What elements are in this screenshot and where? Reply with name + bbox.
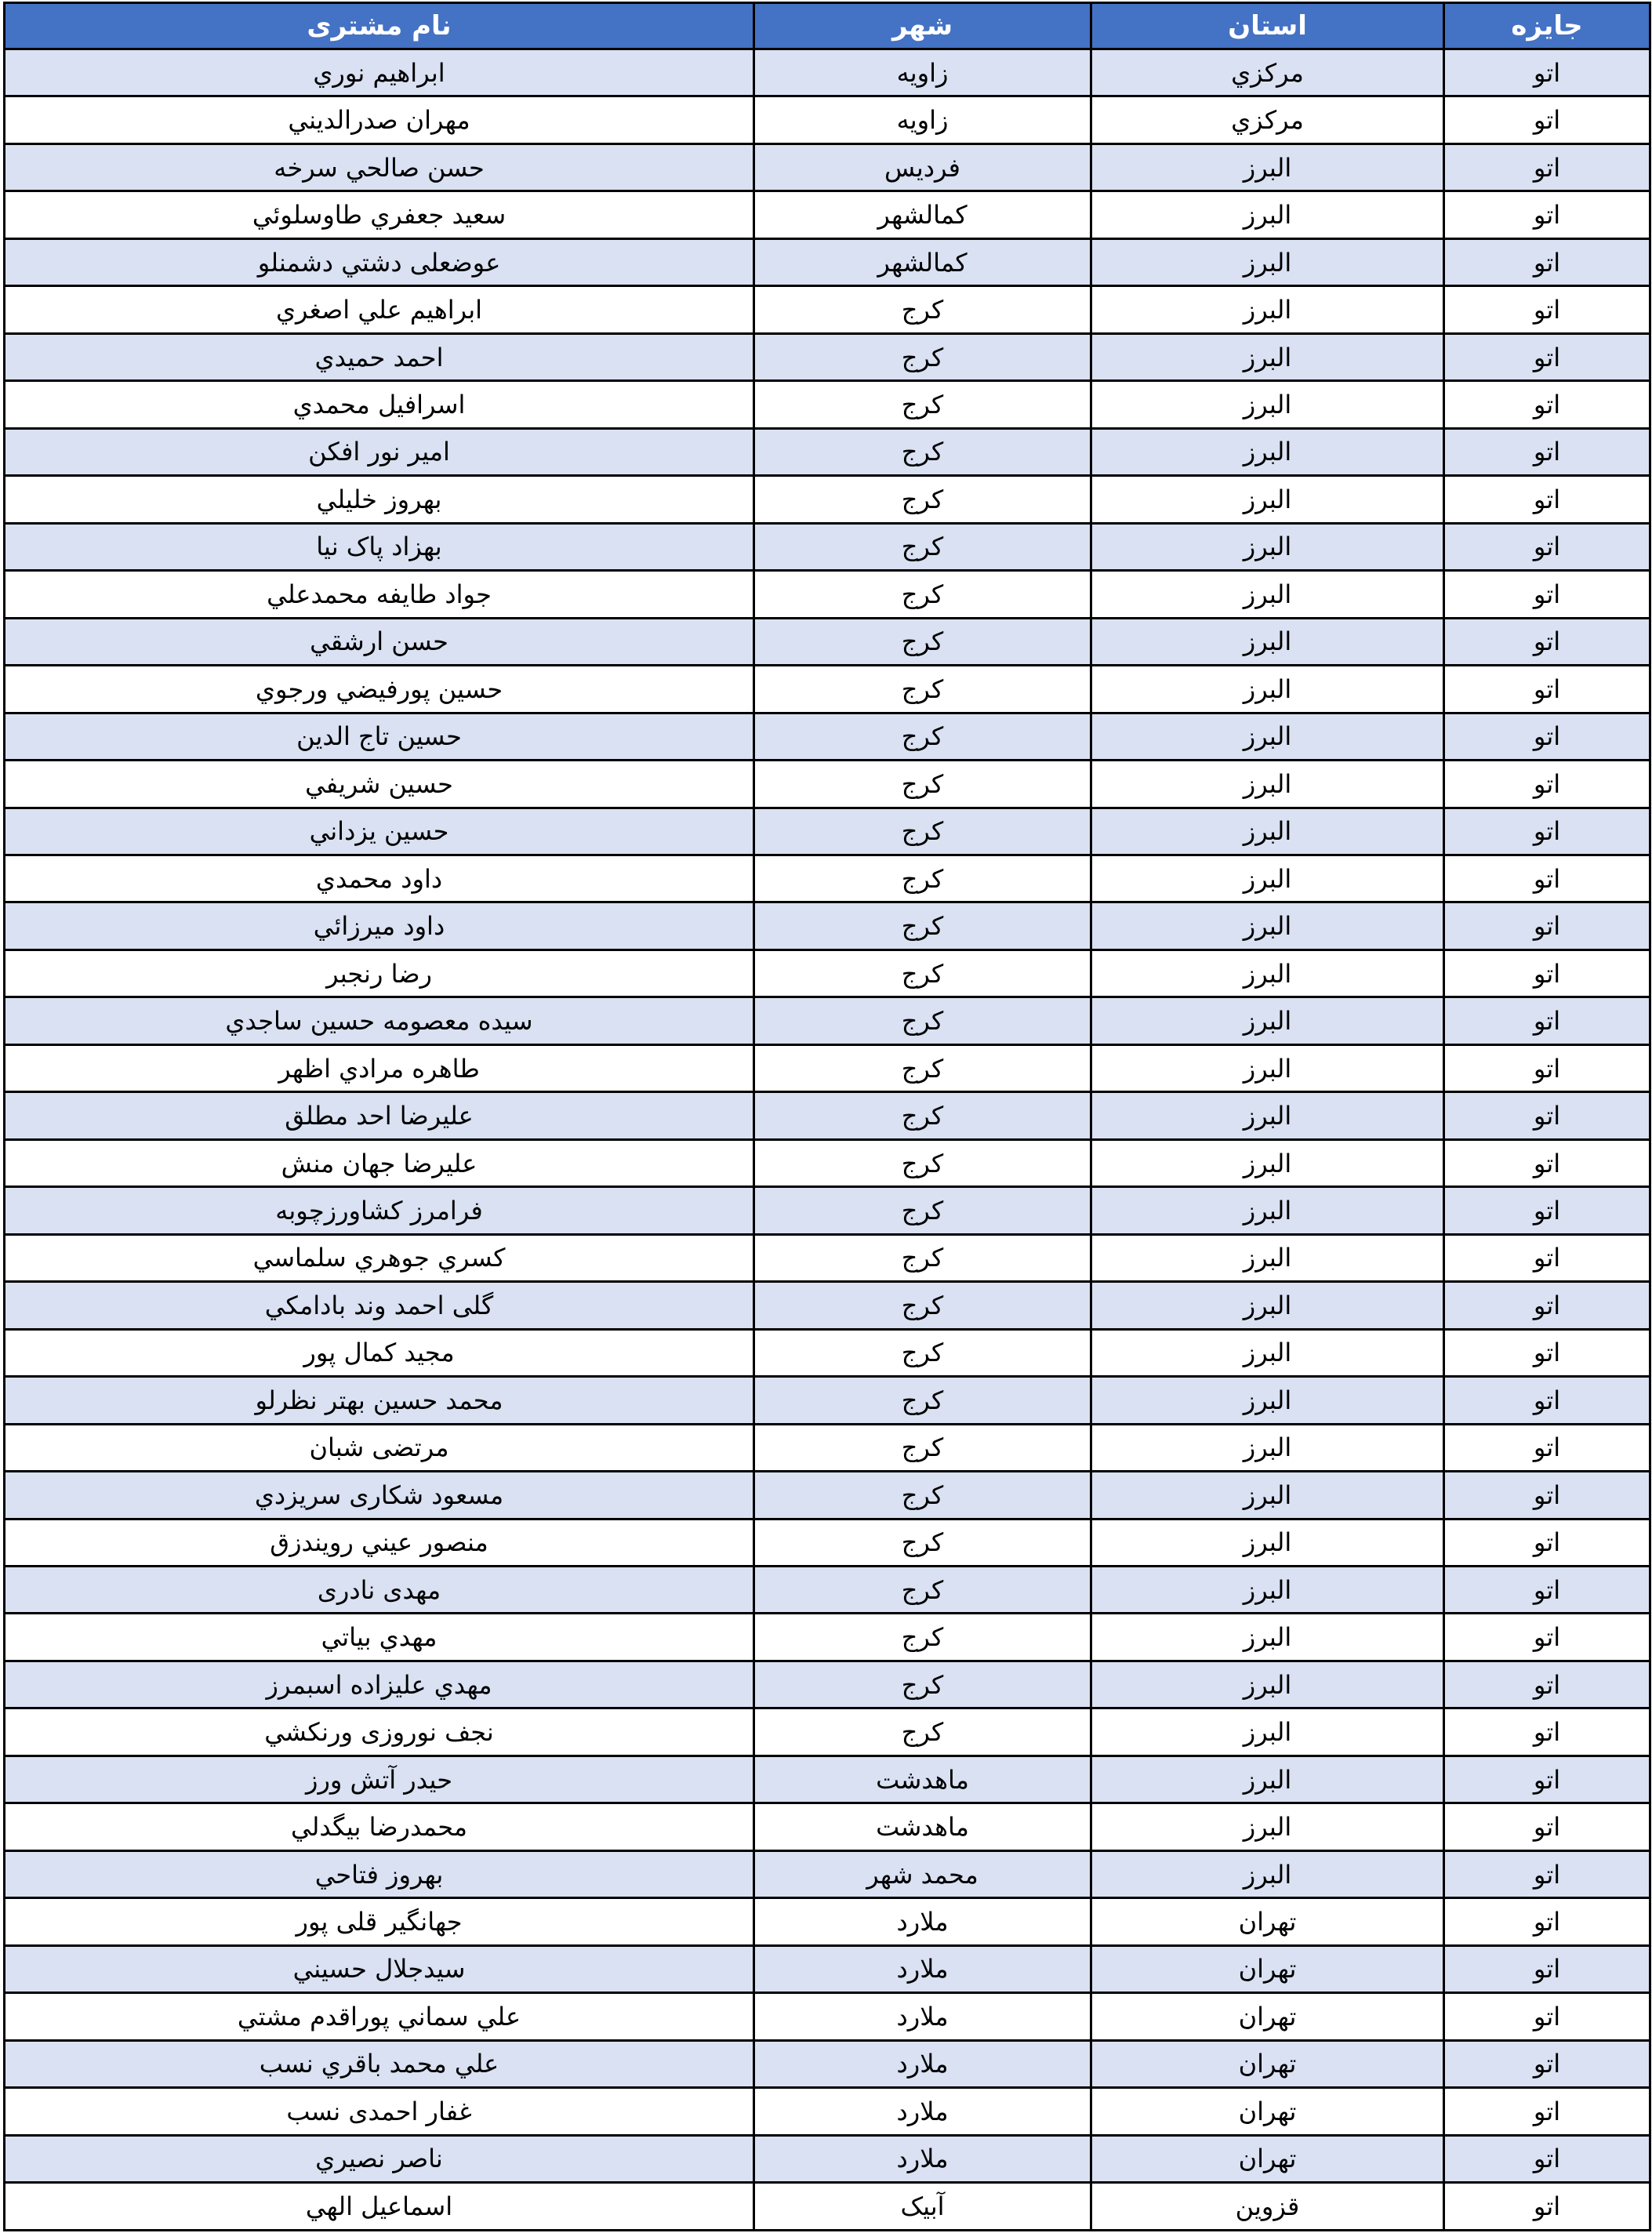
- prize-cell[interactable]: اتو: [1444, 1898, 1650, 1945]
- prize-cell[interactable]: اتو: [1444, 949, 1650, 997]
- customer-name-cell[interactable]: مهران صدرالديني: [5, 96, 754, 143]
- customer-name-cell[interactable]: حسين يزداني: [5, 808, 754, 855]
- customer-name-cell[interactable]: داود محمدي: [5, 855, 754, 902]
- province-cell[interactable]: البرز: [1091, 949, 1444, 997]
- prize-cell[interactable]: اتو: [1444, 666, 1650, 713]
- city-cell[interactable]: ملارد: [754, 1945, 1091, 1992]
- customer-name-cell[interactable]: بهروز فتاحي: [5, 1850, 754, 1897]
- prize-cell[interactable]: اتو: [1444, 1850, 1650, 1897]
- table-row: [5, 1756, 1650, 1803]
- city-cell[interactable]: کرج: [754, 286, 1091, 333]
- province-cell[interactable]: البرز: [1091, 713, 1444, 760]
- city-cell[interactable]: ملارد: [754, 1898, 1091, 1945]
- table-row: [5, 428, 1650, 475]
- customer-name-cell[interactable]: طاهره مرادي اظهر: [5, 1044, 754, 1091]
- province-cell[interactable]: البرز: [1091, 902, 1444, 949]
- city-cell[interactable]: ملارد: [754, 1993, 1091, 2040]
- table-row: [5, 666, 1650, 713]
- customer-name-cell[interactable]: فرامرز کشاورزچوبه: [5, 1187, 754, 1234]
- city-cell[interactable]: کرج: [754, 761, 1091, 808]
- province-cell[interactable]: البرز: [1091, 666, 1444, 713]
- table-row: [5, 2135, 1650, 2182]
- city-cell[interactable]: ملارد: [754, 2040, 1091, 2087]
- city-cell[interactable]: کرج: [754, 1661, 1091, 1708]
- city-cell[interactable]: کرج: [754, 381, 1091, 428]
- prize-cell[interactable]: اتو: [1444, 143, 1650, 191]
- table-row: [5, 1898, 1650, 1945]
- province-cell[interactable]: البرز: [1091, 143, 1444, 191]
- prize-cell[interactable]: اتو: [1444, 1945, 1650, 1992]
- customer-name-cell[interactable]: منصور عيني رويندزق: [5, 1519, 754, 1566]
- province-cell[interactable]: البرز: [1091, 476, 1444, 523]
- customer-name-cell[interactable]: حسين شريفي: [5, 761, 754, 808]
- city-cell[interactable]: کرج: [754, 666, 1091, 713]
- table-row: [5, 855, 1650, 902]
- customer-name-cell[interactable]: ابراهيم نوري: [5, 49, 754, 96]
- customer-name-cell[interactable]: علي محمد باقري نسب: [5, 2040, 754, 2087]
- city-cell[interactable]: کرج: [754, 333, 1091, 380]
- province-cell[interactable]: البرز: [1091, 428, 1444, 475]
- province-cell[interactable]: تهران: [1091, 1993, 1444, 2040]
- province-cell[interactable]: مرکزي: [1091, 49, 1444, 96]
- customer-name-cell[interactable]: علي سماني پوراقدم مشتي: [5, 1993, 754, 2040]
- province-cell[interactable]: البرز: [1091, 1282, 1444, 1329]
- city-cell[interactable]: کرج: [754, 523, 1091, 570]
- table-row: [5, 1377, 1650, 1424]
- prize-cell[interactable]: اتو: [1444, 428, 1650, 475]
- customer-name-cell[interactable]: گلی احمد وند بادامکي: [5, 1282, 754, 1329]
- prize-cell[interactable]: اتو: [1444, 523, 1650, 570]
- province-cell[interactable]: البرز: [1091, 1044, 1444, 1091]
- prize-cell[interactable]: اتو: [1444, 1708, 1650, 1756]
- province-cell[interactable]: تهران: [1091, 1898, 1444, 1945]
- city-cell[interactable]: کمالشهر: [754, 191, 1091, 238]
- prize-cell[interactable]: اتو: [1444, 1329, 1650, 1376]
- table-row: [5, 1234, 1650, 1281]
- table-row: [5, 191, 1650, 238]
- table-row: [5, 1424, 1650, 1471]
- city-cell[interactable]: کرج: [754, 1044, 1091, 1091]
- customer-name-cell[interactable]: ناصر نصيري: [5, 2135, 754, 2182]
- province-cell[interactable]: البرز: [1091, 618, 1444, 665]
- customer-name-cell[interactable]: مجيد کمال پور: [5, 1329, 754, 1376]
- prize-cell[interactable]: اتو: [1444, 713, 1650, 760]
- province-cell[interactable]: البرز: [1091, 1139, 1444, 1186]
- prize-cell[interactable]: اتو: [1444, 96, 1650, 143]
- table-row: [5, 808, 1650, 855]
- table-row: [5, 1567, 1650, 1614]
- table-row: [5, 238, 1650, 285]
- customer-name-cell[interactable]: مسعود شکاری سریزدي: [5, 1472, 754, 1519]
- province-cell[interactable]: البرز: [1091, 381, 1444, 428]
- customer-name-cell[interactable]: مهدي عليزاده اسبمرز: [5, 1661, 754, 1708]
- customer-name-cell[interactable]: مهدی نادری: [5, 1567, 754, 1614]
- province-cell[interactable]: البرز: [1091, 1092, 1444, 1139]
- customer-name-cell[interactable]: عليرضا احد مطلق: [5, 1092, 754, 1139]
- customer-name-cell[interactable]: امير نور افکن: [5, 428, 754, 475]
- province-cell[interactable]: البرز: [1091, 1708, 1444, 1756]
- province-cell[interactable]: البرز: [1091, 1803, 1444, 1850]
- city-cell[interactable]: ماهدشت: [754, 1803, 1091, 1850]
- table-row: [5, 1993, 1650, 2040]
- customer-name-cell[interactable]: عوضعلی دشتي دشمنلو: [5, 238, 754, 285]
- prize-cell[interactable]: اتو: [1444, 1187, 1650, 1234]
- province-cell[interactable]: تهران: [1091, 2040, 1444, 2087]
- city-cell[interactable]: کرج: [754, 1329, 1091, 1376]
- prize-cell[interactable]: اتو: [1444, 1424, 1650, 1471]
- customer-name-cell[interactable]: محمد حسين بهتر نظرلو: [5, 1377, 754, 1424]
- customer-name-cell[interactable]: سيده معصومه حسين ساجدي: [5, 997, 754, 1044]
- province-cell[interactable]: البرز: [1091, 1850, 1444, 1897]
- table-row: [5, 381, 1650, 428]
- city-cell[interactable]: ملارد: [754, 2135, 1091, 2182]
- province-cell[interactable]: البرز: [1091, 808, 1444, 855]
- prize-cell[interactable]: اتو: [1444, 2040, 1650, 2087]
- province-cell[interactable]: تهران: [1091, 2088, 1444, 2135]
- prize-cell[interactable]: اتو: [1444, 2088, 1650, 2135]
- customer-name-cell[interactable]: داود ميرزائي: [5, 902, 754, 949]
- prize-cell[interactable]: اتو: [1444, 381, 1650, 428]
- table-row: [5, 618, 1650, 665]
- prize-cell[interactable]: اتو: [1444, 2183, 1650, 2231]
- city-cell[interactable]: زاويه: [754, 49, 1091, 96]
- table-row: [5, 997, 1650, 1044]
- header-prize[interactable]: جایزه: [1444, 3, 1650, 49]
- customer-name-cell[interactable]: حسين پورفيضي ورجوي: [5, 666, 754, 713]
- customer-name-cell[interactable]: مهدي بياتي: [5, 1614, 754, 1661]
- prize-cell[interactable]: اتو: [1444, 997, 1650, 1044]
- province-cell[interactable]: مرکزي: [1091, 96, 1444, 143]
- table-row: [5, 761, 1650, 808]
- province-cell[interactable]: البرز: [1091, 191, 1444, 238]
- province-cell[interactable]: البرز: [1091, 523, 1444, 570]
- city-cell[interactable]: کرج: [754, 1614, 1091, 1661]
- city-cell[interactable]: آبيک: [754, 2183, 1091, 2231]
- city-cell[interactable]: کرج: [754, 1187, 1091, 1234]
- table-body: [5, 49, 1650, 2231]
- city-cell[interactable]: کرج: [754, 476, 1091, 523]
- customer-name-cell[interactable]: احمد حميدي: [5, 333, 754, 380]
- prize-cell[interactable]: اتو: [1444, 1614, 1650, 1661]
- city-cell[interactable]: کرج: [754, 618, 1091, 665]
- city-cell[interactable]: کرج: [754, 571, 1091, 618]
- table-row: [5, 333, 1650, 380]
- customer-name-cell[interactable]: اسماعيل الهي: [5, 2183, 754, 2231]
- city-cell[interactable]: کرج: [754, 428, 1091, 475]
- prize-cell[interactable]: اتو: [1444, 1803, 1650, 1850]
- province-cell[interactable]: البرز: [1091, 1661, 1444, 1708]
- city-cell[interactable]: کرج: [754, 1139, 1091, 1186]
- table-row: [5, 476, 1650, 523]
- prize-cell[interactable]: اتو: [1444, 1756, 1650, 1803]
- city-cell[interactable]: کرج: [754, 1708, 1091, 1756]
- prize-cell[interactable]: اتو: [1444, 571, 1650, 618]
- table-row: [5, 2183, 1650, 2231]
- city-cell[interactable]: کرج: [754, 855, 1091, 902]
- province-cell[interactable]: البرز: [1091, 1756, 1444, 1803]
- customer-name-cell[interactable]: حسين تاج الدين: [5, 713, 754, 760]
- customer-name-cell[interactable]: عليرضا جهان منش: [5, 1139, 754, 1186]
- city-cell[interactable]: زاويه: [754, 96, 1091, 143]
- table-row: [5, 902, 1650, 949]
- customer-name-cell[interactable]: رضا رنجبر: [5, 949, 754, 997]
- city-cell[interactable]: کرج: [754, 713, 1091, 760]
- table-row: [5, 1472, 1650, 1519]
- table-row: [5, 713, 1650, 760]
- city-cell[interactable]: کرج: [754, 808, 1091, 855]
- city-cell[interactable]: کرج: [754, 1472, 1091, 1519]
- table-row: [5, 523, 1650, 570]
- prize-cell[interactable]: اتو: [1444, 1661, 1650, 1708]
- header-customer-name[interactable]: نام مشتری: [5, 3, 754, 49]
- city-cell[interactable]: کرج: [754, 1519, 1091, 1566]
- prize-cell[interactable]: اتو: [1444, 1282, 1650, 1329]
- prize-cell[interactable]: اتو: [1444, 1234, 1650, 1281]
- customer-name-cell[interactable]: محمدرضا بيگدلي: [5, 1803, 754, 1850]
- province-cell[interactable]: تهران: [1091, 1945, 1444, 1992]
- header-city[interactable]: شهر: [754, 3, 1091, 49]
- table-row: [5, 1329, 1650, 1376]
- table-row: [5, 1614, 1650, 1661]
- prize-cell[interactable]: اتو: [1444, 49, 1650, 96]
- province-cell[interactable]: البرز: [1091, 1234, 1444, 1281]
- prize-cell[interactable]: اتو: [1444, 1092, 1650, 1139]
- province-cell[interactable]: البرز: [1091, 333, 1444, 380]
- prize-cell[interactable]: اتو: [1444, 1139, 1650, 1186]
- province-cell[interactable]: البرز: [1091, 1614, 1444, 1661]
- prize-cell[interactable]: اتو: [1444, 2135, 1650, 2182]
- table-row: [5, 1519, 1650, 1566]
- table-row: [5, 1850, 1650, 1897]
- customer-name-cell[interactable]: غفار احمدی نسب: [5, 2088, 754, 2135]
- table-row: [5, 49, 1650, 96]
- province-cell[interactable]: البرز: [1091, 855, 1444, 902]
- table-row: [5, 286, 1650, 333]
- city-cell[interactable]: کرج: [754, 949, 1091, 997]
- city-cell[interactable]: ملارد: [754, 2088, 1091, 2135]
- prize-cell[interactable]: اتو: [1444, 1567, 1650, 1614]
- table-row: [5, 1282, 1650, 1329]
- customer-name-cell[interactable]: بهروز خليلي: [5, 476, 754, 523]
- table-row: [5, 1139, 1650, 1186]
- province-cell[interactable]: البرز: [1091, 1424, 1444, 1471]
- province-cell[interactable]: البرز: [1091, 238, 1444, 285]
- prize-cell[interactable]: اتو: [1444, 1044, 1650, 1091]
- table-row: [5, 143, 1650, 191]
- table-row: [5, 949, 1650, 997]
- prize-cell[interactable]: اتو: [1444, 761, 1650, 808]
- city-cell[interactable]: کرج: [754, 1377, 1091, 1424]
- province-cell[interactable]: البرز: [1091, 1567, 1444, 1614]
- customer-name-cell[interactable]: بهزاد پاک نيا: [5, 523, 754, 570]
- prize-cell[interactable]: اتو: [1444, 808, 1650, 855]
- table-row: [5, 1092, 1650, 1139]
- province-cell[interactable]: البرز: [1091, 1519, 1444, 1566]
- table-row: [5, 1044, 1650, 1091]
- city-cell[interactable]: فرديس: [754, 143, 1091, 191]
- customer-name-cell[interactable]: اسرافيل محمدي: [5, 381, 754, 428]
- prize-cell[interactable]: اتو: [1444, 191, 1650, 238]
- province-cell[interactable]: البرز: [1091, 1187, 1444, 1234]
- customer-name-cell[interactable]: جهانگير قلی پور: [5, 1898, 754, 1945]
- customer-name-cell[interactable]: سعيد جعفري طاوسلوئي: [5, 191, 754, 238]
- city-cell[interactable]: کرج: [754, 1234, 1091, 1281]
- customer-name-cell[interactable]: سيدجلال حسيني: [5, 1945, 754, 1992]
- city-cell[interactable]: ماهدشت: [754, 1756, 1091, 1803]
- table-row: [5, 1187, 1650, 1234]
- table-row: [5, 1945, 1650, 1992]
- prize-cell[interactable]: اتو: [1444, 1472, 1650, 1519]
- province-cell[interactable]: البرز: [1091, 761, 1444, 808]
- customer-name-cell[interactable]: حسن ارشقي: [5, 618, 754, 665]
- customer-name-cell[interactable]: حيدر آتش ورز: [5, 1756, 754, 1803]
- city-cell[interactable]: کرج: [754, 997, 1091, 1044]
- customer-name-cell[interactable]: نجف نوروزی ورنکشي: [5, 1708, 754, 1756]
- table-row: [5, 2040, 1650, 2087]
- city-cell[interactable]: کرج: [754, 1092, 1091, 1139]
- province-cell[interactable]: البرز: [1091, 286, 1444, 333]
- prize-cell[interactable]: اتو: [1444, 286, 1650, 333]
- prize-cell[interactable]: اتو: [1444, 1377, 1650, 1424]
- table-row: [5, 2088, 1650, 2135]
- customer-prize-table: [3, 2, 1651, 2231]
- province-cell[interactable]: قزوين: [1091, 2183, 1444, 2231]
- table-row: [5, 96, 1650, 143]
- province-cell[interactable]: البرز: [1091, 571, 1444, 618]
- table-row: [5, 1661, 1650, 1708]
- table-row: [5, 1803, 1650, 1850]
- province-cell[interactable]: البرز: [1091, 1377, 1444, 1424]
- table-row: [5, 571, 1650, 618]
- customer-name-cell[interactable]: ابراهيم علي اصغري: [5, 286, 754, 333]
- customer-name-cell[interactable]: حسن صالحي سرخه: [5, 143, 754, 191]
- header-province[interactable]: استان: [1091, 3, 1444, 49]
- customer-name-cell[interactable]: جواد طايفه محمدعلي: [5, 571, 754, 618]
- table-header: [5, 3, 1650, 49]
- table-row: [5, 1708, 1650, 1756]
- city-cell[interactable]: کرج: [754, 1567, 1091, 1614]
- prize-cell[interactable]: اتو: [1444, 333, 1650, 380]
- customer-name-cell[interactable]: مرتضی شبان: [5, 1424, 754, 1471]
- prize-cell[interactable]: اتو: [1444, 618, 1650, 665]
- province-cell[interactable]: البرز: [1091, 1472, 1444, 1519]
- prize-cell[interactable]: اتو: [1444, 1519, 1650, 1566]
- prize-cell[interactable]: اتو: [1444, 238, 1650, 285]
- prize-cell[interactable]: اتو: [1444, 902, 1650, 949]
- prize-cell[interactable]: اتو: [1444, 855, 1650, 902]
- province-cell[interactable]: تهران: [1091, 2135, 1444, 2182]
- city-cell[interactable]: کمالشهر: [754, 238, 1091, 285]
- province-cell[interactable]: البرز: [1091, 997, 1444, 1044]
- city-cell[interactable]: کرج: [754, 1424, 1091, 1471]
- prize-cell[interactable]: اتو: [1444, 1993, 1650, 2040]
- prize-cell[interactable]: اتو: [1444, 476, 1650, 523]
- header-row: [5, 3, 1650, 49]
- province-cell[interactable]: البرز: [1091, 1329, 1444, 1376]
- city-cell[interactable]: کرج: [754, 1282, 1091, 1329]
- city-cell[interactable]: محمد شهر: [754, 1850, 1091, 1897]
- city-cell[interactable]: کرج: [754, 902, 1091, 949]
- customer-name-cell[interactable]: کسري جوهري سلماسي: [5, 1234, 754, 1281]
